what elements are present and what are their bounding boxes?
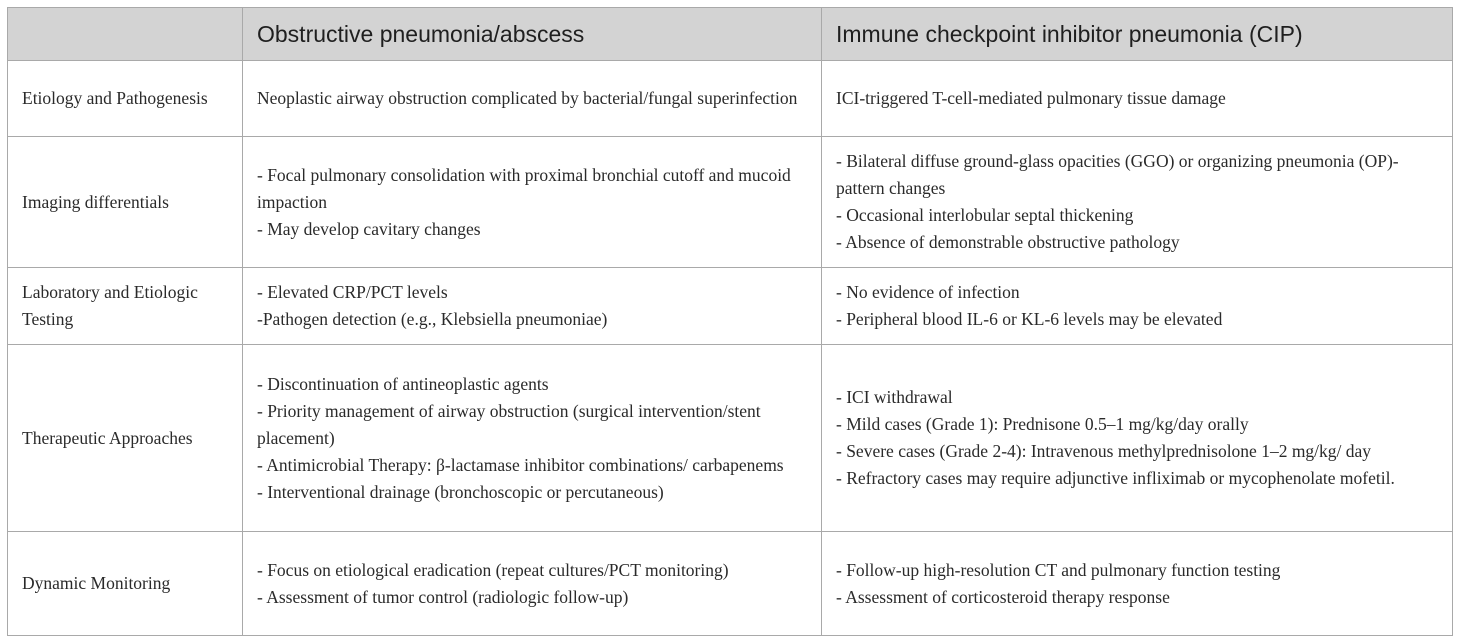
cip-cell [822,532,1453,636]
cell-line: -Pathogen detection (e.g., Klebsiella pneumoniae) [257,309,608,329]
header-cip: Immune checkpoint inhibitor pneumonia (CIP) [822,8,1453,61]
cell-line: - Severe cases (Grade 2-4): Intravenous methylprednisolone 1–2 mg/kg/ day [836,441,1372,461]
table-row [8,61,1453,137]
header-empty-cell [8,8,243,61]
row-label: Therapeutic Approaches [8,345,243,532]
cell-line: - Occasional interlobular septal thickening [836,205,1134,225]
table-row [8,532,1453,636]
comparison-table-container [7,7,1452,636]
header-obstructive: Obstructive pneumonia/abscess [243,8,822,61]
row-label: Imaging differentials [8,137,243,268]
row-label: Dynamic Monitoring [8,532,243,636]
cell-line: Neoplastic airway obstruction complicated by bacterial/fungal superinfection [257,88,798,108]
cell-line: ICI-triggered T-cell-mediated pulmonary tissue damage [836,88,1226,108]
obstructive-cell [243,61,822,137]
table-header-row [8,8,1453,61]
cell-line: - ICI withdrawal [836,387,953,407]
cell-line: - Priority management of airway obstruction (surgical intervention/stent placement) [257,400,761,448]
comparison-table [7,7,1453,636]
cell-line: - Follow-up high-resolution CT and pulmonary function testing [836,559,1281,580]
obstructive-cell [243,268,822,345]
cell-line: - Assessment of corticosteroid therapy response [836,586,1170,607]
cell-line: - Discontinuation of antineoplastic agents [257,373,549,394]
table-row [8,137,1453,268]
cell-line: - Interventional drainage (bronchoscopic or percutaneous) [257,481,664,502]
cell-line: - Peripheral blood IL-6 or KL-6 levels may be elevated [836,309,1223,329]
obstructive-cell [243,532,822,636]
table-row [8,345,1453,532]
obstructive-cell [243,345,822,532]
row-label: Etiology and Pathogenesis [8,61,243,137]
cip-cell [822,61,1453,137]
obstructive-cell [243,137,822,268]
cell-line: - Antimicrobial Therapy: β-lactamase inhibitor combinations/ carbapenems [257,454,784,475]
cell-line: - Focal pulmonary consolidation with proximal bronchial cutoff and mucoid impaction [257,164,791,212]
row-label: Laboratory and Etiologic Testing [8,268,243,345]
cell-line: - May develop cavitary changes [257,218,481,239]
cell-line: - Mild cases (Grade 1): Prednisone 0.5–1 mg/kg/day orally [836,414,1249,434]
cell-line: - No evidence of infection [836,282,1020,302]
cell-line: - Refractory cases may require adjunctive infliximab or mycophenolate mofetil. [836,468,1395,488]
cell-line: - Bilateral diffuse ground-glass opacities (GGO) or organizing pneumonia (OP)-pattern changes [836,151,1399,198]
cip-cell [822,137,1453,268]
cell-line: - Focus on etiological eradication (repeat cultures/PCT monitoring) [257,559,729,580]
table-row [8,268,1453,345]
cell-line: - Elevated CRP/PCT levels [257,282,448,302]
cell-line: - Assessment of tumor control (radiologic follow-up) [257,586,629,607]
cip-cell [822,268,1453,345]
cip-cell [822,345,1453,532]
cell-line: - Absence of demonstrable obstructive pathology [836,232,1180,252]
